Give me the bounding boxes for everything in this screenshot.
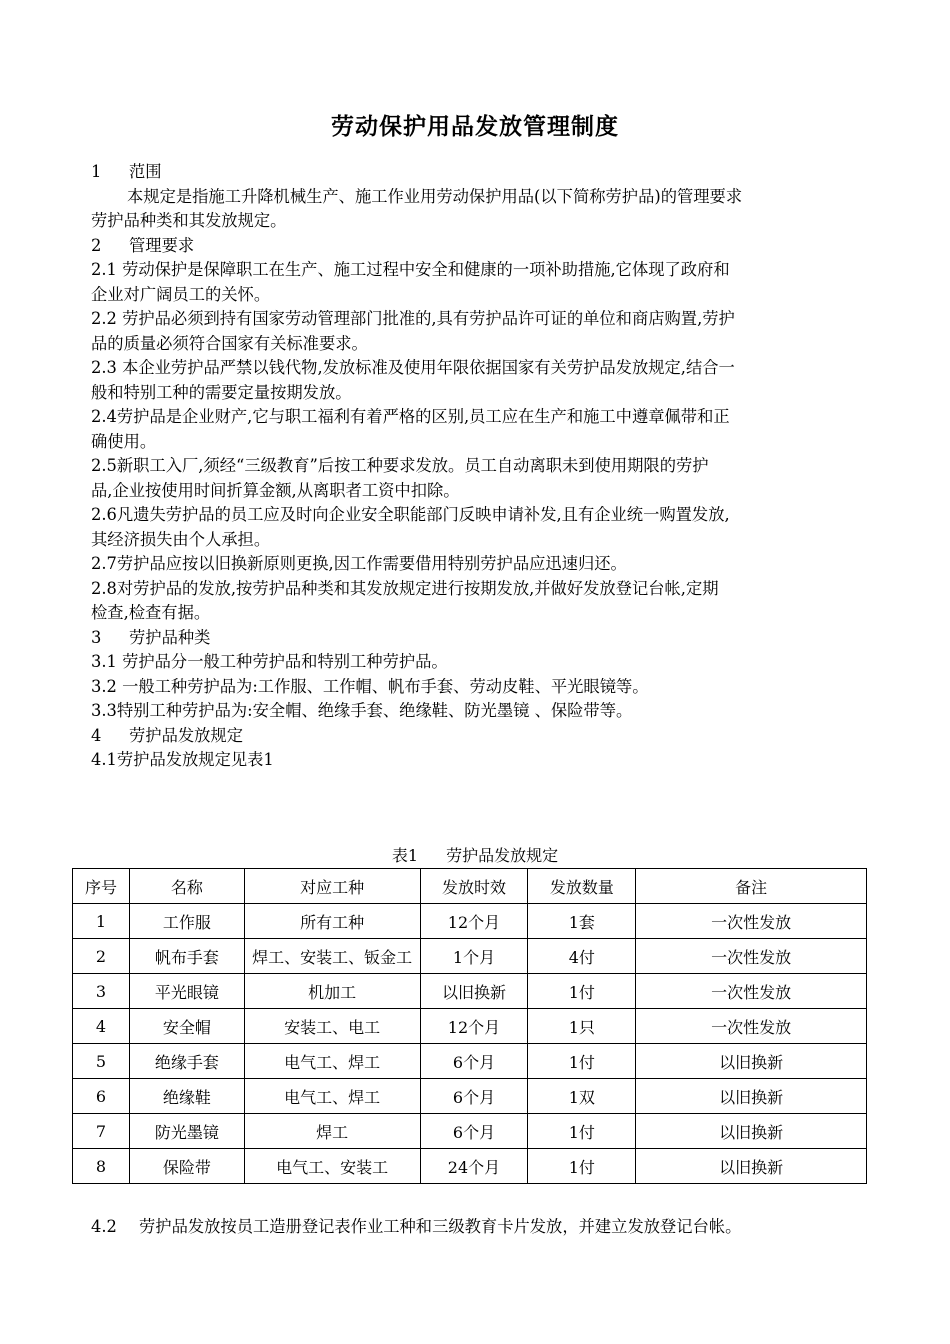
table-cell: 7: [73, 1114, 130, 1149]
table-cell: 8: [73, 1149, 130, 1184]
table-cell: 一次性发放: [636, 939, 867, 974]
table-row: [73, 1114, 867, 1149]
table-caption: [0, 843, 950, 866]
table-cell: 绝缘手套: [129, 1044, 244, 1079]
section-number: 2: [91, 235, 102, 255]
table-cell: 一次性发放: [636, 904, 867, 939]
table-cell: 12个月: [420, 1009, 528, 1044]
clause-text: 劳护品发放按员工造册登记表作业工种和三级教育卡片发放，并建立发放登记台帐。: [139, 1217, 742, 1236]
table-cell: 1付: [528, 974, 636, 1009]
table-row: [73, 904, 867, 939]
table-header-row: [73, 869, 867, 904]
paragraph-line: 2.2 劳护品必须到持有国家劳动管理部门批准的,具有劳护品许可证的单位和商店购置,劳护: [91, 309, 735, 328]
table-row: [73, 939, 867, 974]
document-title: 劳动保护用品发放管理制度: [331, 113, 619, 140]
table-cell: 焊工: [244, 1114, 420, 1149]
table-cell: 5: [73, 1044, 130, 1079]
paragraph-line: 劳护品种类和其发放规定。: [91, 211, 287, 230]
table-cell: 1付: [528, 1114, 636, 1149]
table-cell: 6个月: [420, 1079, 528, 1114]
table-cell: 1付: [528, 1044, 636, 1079]
section-title: 管理要求: [129, 235, 195, 255]
section-heading: [91, 626, 866, 651]
paragraph-line: 本规定是指施工升降机械生产、施工作业用劳动保护用品(以下简称劳护品)的管理要求: [127, 186, 743, 206]
table-cell: 机加工: [244, 974, 420, 1009]
table-row: [73, 1009, 867, 1044]
table-cell: 绝缘鞋: [129, 1079, 244, 1114]
column-header: 发放时效: [420, 869, 528, 904]
paragraph-line: 检查,检查有据。: [91, 603, 211, 622]
table-row: [73, 1044, 867, 1079]
column-header: 名称: [129, 869, 244, 904]
paragraph-line: 2.3 本企业劳护品严禁以钱代物,发放标准及使用年限依据国家有关劳护品发放规定,结合一: [91, 358, 735, 377]
table-cell: 一次性发放: [636, 974, 867, 1009]
table-cell: 4付: [528, 939, 636, 974]
table-cell: 1只: [528, 1009, 636, 1044]
table-cell: 以旧换新: [636, 1149, 867, 1184]
paragraph-line: 般和特别工种的需要定量按期发放。: [91, 382, 352, 402]
paragraph-line: 其经济损失由个人承担。: [91, 529, 271, 549]
paragraph-line: 2.1 劳动保护是保障职工在生产、施工过程中安全和健康的一项补助措施,它体现了政府和: [91, 260, 730, 279]
table-cell: 工作服: [129, 904, 244, 939]
table-cell: 6: [73, 1079, 130, 1114]
column-header: 序号: [73, 869, 130, 904]
table-cell: 电气工、焊工: [244, 1079, 420, 1114]
table-cell: 所有工种: [244, 904, 420, 939]
table-caption-number: 表1: [391, 846, 419, 865]
paragraph-line: 2.6凡遗失劳护品的员工应及时向企业安全职能部门反映申请补发,且有企业统一购置发放,: [91, 505, 730, 524]
paragraph-line: 企业对广阔员工的关怀。: [91, 284, 271, 304]
table-cell: 1付: [528, 1149, 636, 1184]
table-row: [73, 974, 867, 1009]
table-row: [73, 1079, 867, 1114]
column-header: 备注: [636, 869, 867, 904]
paragraph-line: 2.5新职工入厂,须经“三级教育”后按工种要求发放。员工自动离职未到使用期限的劳护: [91, 456, 709, 475]
table-cell: 3: [73, 974, 130, 1009]
paragraph-line: 确使用。: [91, 431, 157, 451]
section-heading: [91, 234, 866, 259]
table-cell: 1双: [528, 1079, 636, 1114]
paragraph-line: 2.7劳护品应按以旧换新原则更换,因工作需要借用特别劳护品应迅速归还。: [91, 554, 627, 573]
table-cell: 1套: [528, 904, 636, 939]
table-cell: 保险带: [129, 1149, 244, 1184]
clause-4-2: [91, 1213, 891, 1237]
table-cell: 以旧换新: [636, 1079, 867, 1114]
table-cell: 一次性发放: [636, 1009, 867, 1044]
paragraph-line: 4.1劳护品发放规定见表1: [91, 750, 274, 769]
paragraph-line: 品的质量必须符合国家有关标准要求。: [91, 333, 368, 353]
paragraph-line: 3.1 劳护品分一般工种劳护品和特别工种劳护品。: [91, 652, 448, 671]
table-cell: 6个月: [420, 1044, 528, 1079]
section-heading: [91, 724, 866, 749]
table-cell: 4: [73, 1009, 130, 1044]
table-cell: 1个月: [420, 939, 528, 974]
table-cell: 焊工、安装工、钣金工: [244, 939, 420, 974]
table-cell: 2: [73, 939, 130, 974]
table-cell: 12个月: [420, 904, 528, 939]
table-cell: 1: [73, 904, 130, 939]
table-cell: 电气工、安装工: [244, 1149, 420, 1184]
section-number: 1: [91, 162, 102, 181]
table-cell: 以旧换新: [636, 1044, 867, 1079]
table-cell: 平光眼镜: [129, 974, 244, 1009]
section-heading: [91, 160, 866, 185]
paragraph-line: 品,企业按使用时间折算金额,从离职者工资中扣除。: [91, 480, 460, 500]
paragraph-line: 3.3特别工种劳护品为:安全帽、绝缘手套、绝缘鞋、防光墨镜 、保险带等。: [91, 701, 633, 720]
table-cell: 6个月: [420, 1114, 528, 1149]
table-cell: 以旧换新: [420, 974, 528, 1009]
document-body: [91, 160, 866, 773]
section-number: 4: [91, 725, 102, 745]
table-cell: 安全帽: [129, 1009, 244, 1044]
issue-rules-table: [72, 868, 867, 1184]
paragraph-line: 2.4劳护品是企业财产,它与职工福利有着严格的区别,员工应在生产和施工中遵章佩带和正: [91, 407, 730, 426]
table-cell: 防光墨镜: [129, 1114, 244, 1149]
clause-number: 4.2: [91, 1217, 117, 1236]
table-cell: 24个月: [420, 1149, 528, 1184]
table-cell: 以旧换新: [636, 1114, 867, 1149]
table-cell: 安装工、电工: [244, 1009, 420, 1044]
table-cell: 帆布手套: [129, 939, 244, 974]
column-header: 发放数量: [528, 869, 636, 904]
table-cell: 电气工、焊工: [244, 1044, 420, 1079]
section-title: 劳护品发放规定: [129, 725, 243, 745]
section-title: 劳护品种类: [129, 627, 211, 647]
table-row: [73, 1149, 867, 1184]
column-header: 对应工种: [244, 869, 420, 904]
section-number: 3: [91, 627, 102, 647]
paragraph-line: 2.8对劳护品的发放,按劳护品种类和其发放规定进行按期发放,并做好发放登记台帐,定期: [91, 578, 719, 598]
section-title: 范围: [129, 162, 162, 181]
table-caption-title: 劳护品发放规定: [446, 846, 559, 865]
paragraph-line: 3.2 一般工种劳护品为:工作服、工作帽、帆布手套、劳动皮鞋、平光眼镜等。: [91, 676, 649, 696]
